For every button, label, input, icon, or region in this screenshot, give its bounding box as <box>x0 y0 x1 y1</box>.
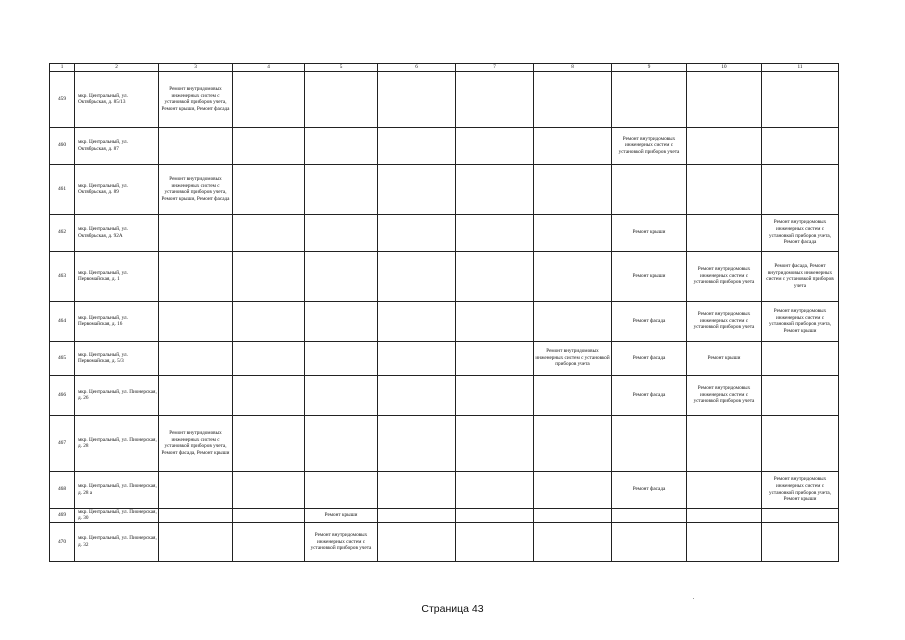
work-cell: Ремонт крыши <box>612 251 687 301</box>
work-cell <box>687 522 762 561</box>
work-cell <box>378 341 456 375</box>
work-cell <box>762 522 839 561</box>
row-number: 467 <box>50 415 75 471</box>
work-cell <box>534 522 612 561</box>
header-cell: 9 <box>612 64 687 72</box>
work-cell <box>159 341 233 375</box>
table-row <box>50 508 839 522</box>
work-cell <box>159 214 233 251</box>
work-cell <box>612 522 687 561</box>
work-cell <box>305 471 378 508</box>
row-number: 469 <box>50 508 75 522</box>
header-cell: 6 <box>378 64 456 72</box>
row-number: 462 <box>50 214 75 251</box>
work-cell <box>159 251 233 301</box>
work-cell <box>305 415 378 471</box>
work-cell <box>687 214 762 251</box>
work-cell <box>233 471 305 508</box>
work-cell <box>534 508 612 522</box>
table-row <box>50 522 839 561</box>
row-number: 460 <box>50 127 75 164</box>
work-cell <box>233 375 305 415</box>
address-cell: мкр. Центральный, ул. Октябрьская, д. 87 <box>75 127 159 164</box>
work-cell <box>612 164 687 214</box>
table-row <box>50 127 839 164</box>
work-cell <box>305 127 378 164</box>
work-cell <box>233 415 305 471</box>
work-cell: Ремонт внутридомовых инженерных систем с установкой приборов учета, Ремонт крыши, Ремонт фасада <box>159 71 233 127</box>
work-cell: Ремонт внутридомовых инженерных систем с установкой приборов учета <box>305 522 378 561</box>
work-cell <box>762 164 839 214</box>
table-row <box>50 471 839 508</box>
work-cell <box>612 71 687 127</box>
work-cell <box>305 71 378 127</box>
work-cell <box>233 251 305 301</box>
work-cell <box>159 508 233 522</box>
address-cell: мкр. Центральный, ул. Октябрьская, д. 85/13 <box>75 71 159 127</box>
work-cell <box>378 251 456 301</box>
row-number: 470 <box>50 522 75 561</box>
work-cell <box>378 214 456 251</box>
work-cell <box>534 415 612 471</box>
header-row <box>50 64 839 72</box>
work-cell <box>762 375 839 415</box>
work-cell <box>378 71 456 127</box>
work-cell: Ремонт внутридомовых инженерных систем с установкой приборов учета <box>534 341 612 375</box>
work-cell <box>159 375 233 415</box>
work-cell <box>378 415 456 471</box>
work-cell <box>456 214 534 251</box>
work-cell <box>762 415 839 471</box>
work-cell: Ремонт крыши <box>305 508 378 522</box>
work-cell <box>687 508 762 522</box>
row-number: 468 <box>50 471 75 508</box>
work-cell <box>534 301 612 341</box>
address-cell: мкр. Центральный, ул. Пионерская, д. 28 <box>75 415 159 471</box>
table-row <box>50 301 839 341</box>
work-cell <box>305 164 378 214</box>
address-cell: мкр. Центральный, ул. Пионерская, д. 26 <box>75 375 159 415</box>
work-cell <box>378 127 456 164</box>
address-cell: мкр. Центральный, ул. Первомайская, д. 16 <box>75 301 159 341</box>
table-row <box>50 415 839 471</box>
table-row <box>50 341 839 375</box>
work-cell: Ремонт внутридомовых инженерных систем с установкой приборов учета <box>687 375 762 415</box>
header-cell: 1 <box>50 64 75 72</box>
work-cell <box>159 522 233 561</box>
work-cell <box>378 164 456 214</box>
work-cell <box>612 415 687 471</box>
work-cell <box>456 375 534 415</box>
row-number: 466 <box>50 375 75 415</box>
work-cell: Ремонт фасада <box>612 341 687 375</box>
work-cell <box>687 127 762 164</box>
work-cell <box>456 164 534 214</box>
work-cell <box>534 71 612 127</box>
work-cell <box>305 251 378 301</box>
work-cell <box>534 214 612 251</box>
work-cell: Ремонт внутридомовых инженерных систем с установкой приборов учета, Ремонт крыши <box>762 471 839 508</box>
work-cell: Ремонт фасада <box>612 471 687 508</box>
address-cell: мкр. Центральный, ул. Октябрьская, д. 92А <box>75 214 159 251</box>
table-row <box>50 164 839 214</box>
work-cell <box>233 71 305 127</box>
table-row <box>50 375 839 415</box>
address-cell: мкр. Центральный, ул. Пионерская, д. 30 <box>75 508 159 522</box>
header-cell: 7 <box>456 64 534 72</box>
work-cell <box>762 71 839 127</box>
address-cell: мкр. Центральный, ул. Октябрьская, д. 89 <box>75 164 159 214</box>
work-cell: Ремонт крыши <box>687 341 762 375</box>
address-cell: мкр. Центральный, ул. Первомайская, д. 1 <box>75 251 159 301</box>
header-cell: 11 <box>762 64 839 72</box>
work-cell <box>378 301 456 341</box>
work-cell: Ремонт внутридомовых инженерных систем с установкой приборов учета, Ремонт крыши, Ремонт фасада <box>159 164 233 214</box>
work-cell <box>305 301 378 341</box>
work-cell <box>762 341 839 375</box>
work-cell <box>305 214 378 251</box>
work-cell <box>687 471 762 508</box>
work-cell: Ремонт внутридомовых инженерных систем с установкой приборов учета <box>687 301 762 341</box>
table-row <box>50 71 839 127</box>
work-cell <box>233 341 305 375</box>
row-number: 459 <box>50 71 75 127</box>
header-cell: 10 <box>687 64 762 72</box>
work-cell <box>233 164 305 214</box>
work-cell <box>456 522 534 561</box>
work-cell: Ремонт внутридомовых инженерных систем с установкой приборов учета, Ремонт фасада, Ремонт крыши <box>159 415 233 471</box>
work-cell <box>456 251 534 301</box>
work-cell: Ремонт внутридомовых инженерных систем с установкой приборов учета <box>612 127 687 164</box>
row-number: 461 <box>50 164 75 214</box>
table-row <box>50 214 839 251</box>
header-cell: 5 <box>305 64 378 72</box>
row-number: 465 <box>50 341 75 375</box>
work-cell <box>378 508 456 522</box>
work-cell <box>534 251 612 301</box>
work-cell <box>233 127 305 164</box>
work-cell <box>612 508 687 522</box>
work-cell <box>456 127 534 164</box>
row-number: 463 <box>50 251 75 301</box>
work-cell: Ремонт внутридомовых инженерных систем с установкой приборов учета, Ремонт фасада <box>762 214 839 251</box>
work-cell <box>305 341 378 375</box>
address-cell: мкр. Центральный, ул. Первомайская, д. 5/3 <box>75 341 159 375</box>
work-cell <box>378 522 456 561</box>
work-cell <box>305 375 378 415</box>
work-cell <box>762 127 839 164</box>
header-cell: 8 <box>534 64 612 72</box>
work-cell <box>687 71 762 127</box>
scan-speck <box>693 598 694 599</box>
work-cell <box>159 301 233 341</box>
work-cell <box>762 508 839 522</box>
work-cell <box>233 301 305 341</box>
work-cell: Ремонт внутридомовых инженерных систем с установкой приборов учета <box>687 251 762 301</box>
work-cell: Ремонт фасада <box>612 301 687 341</box>
header-cell: 2 <box>75 64 159 72</box>
work-cell <box>378 375 456 415</box>
address-cell: мкр. Центральный, ул. Пионерская, д. 28 а <box>75 471 159 508</box>
page-number: Страница 43 <box>421 603 484 615</box>
work-cell <box>534 375 612 415</box>
work-cell <box>159 471 233 508</box>
table-row <box>50 251 839 301</box>
header-cell: 4 <box>233 64 305 72</box>
work-cell <box>233 214 305 251</box>
repair-schedule-table <box>49 63 839 562</box>
work-cell <box>233 508 305 522</box>
work-cell <box>233 522 305 561</box>
work-cell <box>456 415 534 471</box>
work-cell <box>456 71 534 127</box>
work-cell <box>456 508 534 522</box>
work-cell <box>534 127 612 164</box>
work-cell <box>456 301 534 341</box>
work-cell <box>159 127 233 164</box>
work-cell <box>687 415 762 471</box>
address-cell: мкр. Центральный, ул. Пионерская, д. 32 <box>75 522 159 561</box>
header-cell: 3 <box>159 64 233 72</box>
work-cell <box>687 164 762 214</box>
work-cell <box>456 341 534 375</box>
work-cell: Ремонт фасада, Ремонт внутридомовых инженерных систем с установкой приборов учета <box>762 251 839 301</box>
work-cell <box>456 471 534 508</box>
work-cell: Ремонт внутридомовых инженерных систем с установкой приборов учета, Ремонт крыши <box>762 301 839 341</box>
work-cell <box>534 471 612 508</box>
work-cell: Ремонт фасада <box>612 375 687 415</box>
work-cell <box>534 164 612 214</box>
work-cell: Ремонт крыши <box>612 214 687 251</box>
work-cell <box>378 471 456 508</box>
row-number: 464 <box>50 301 75 341</box>
